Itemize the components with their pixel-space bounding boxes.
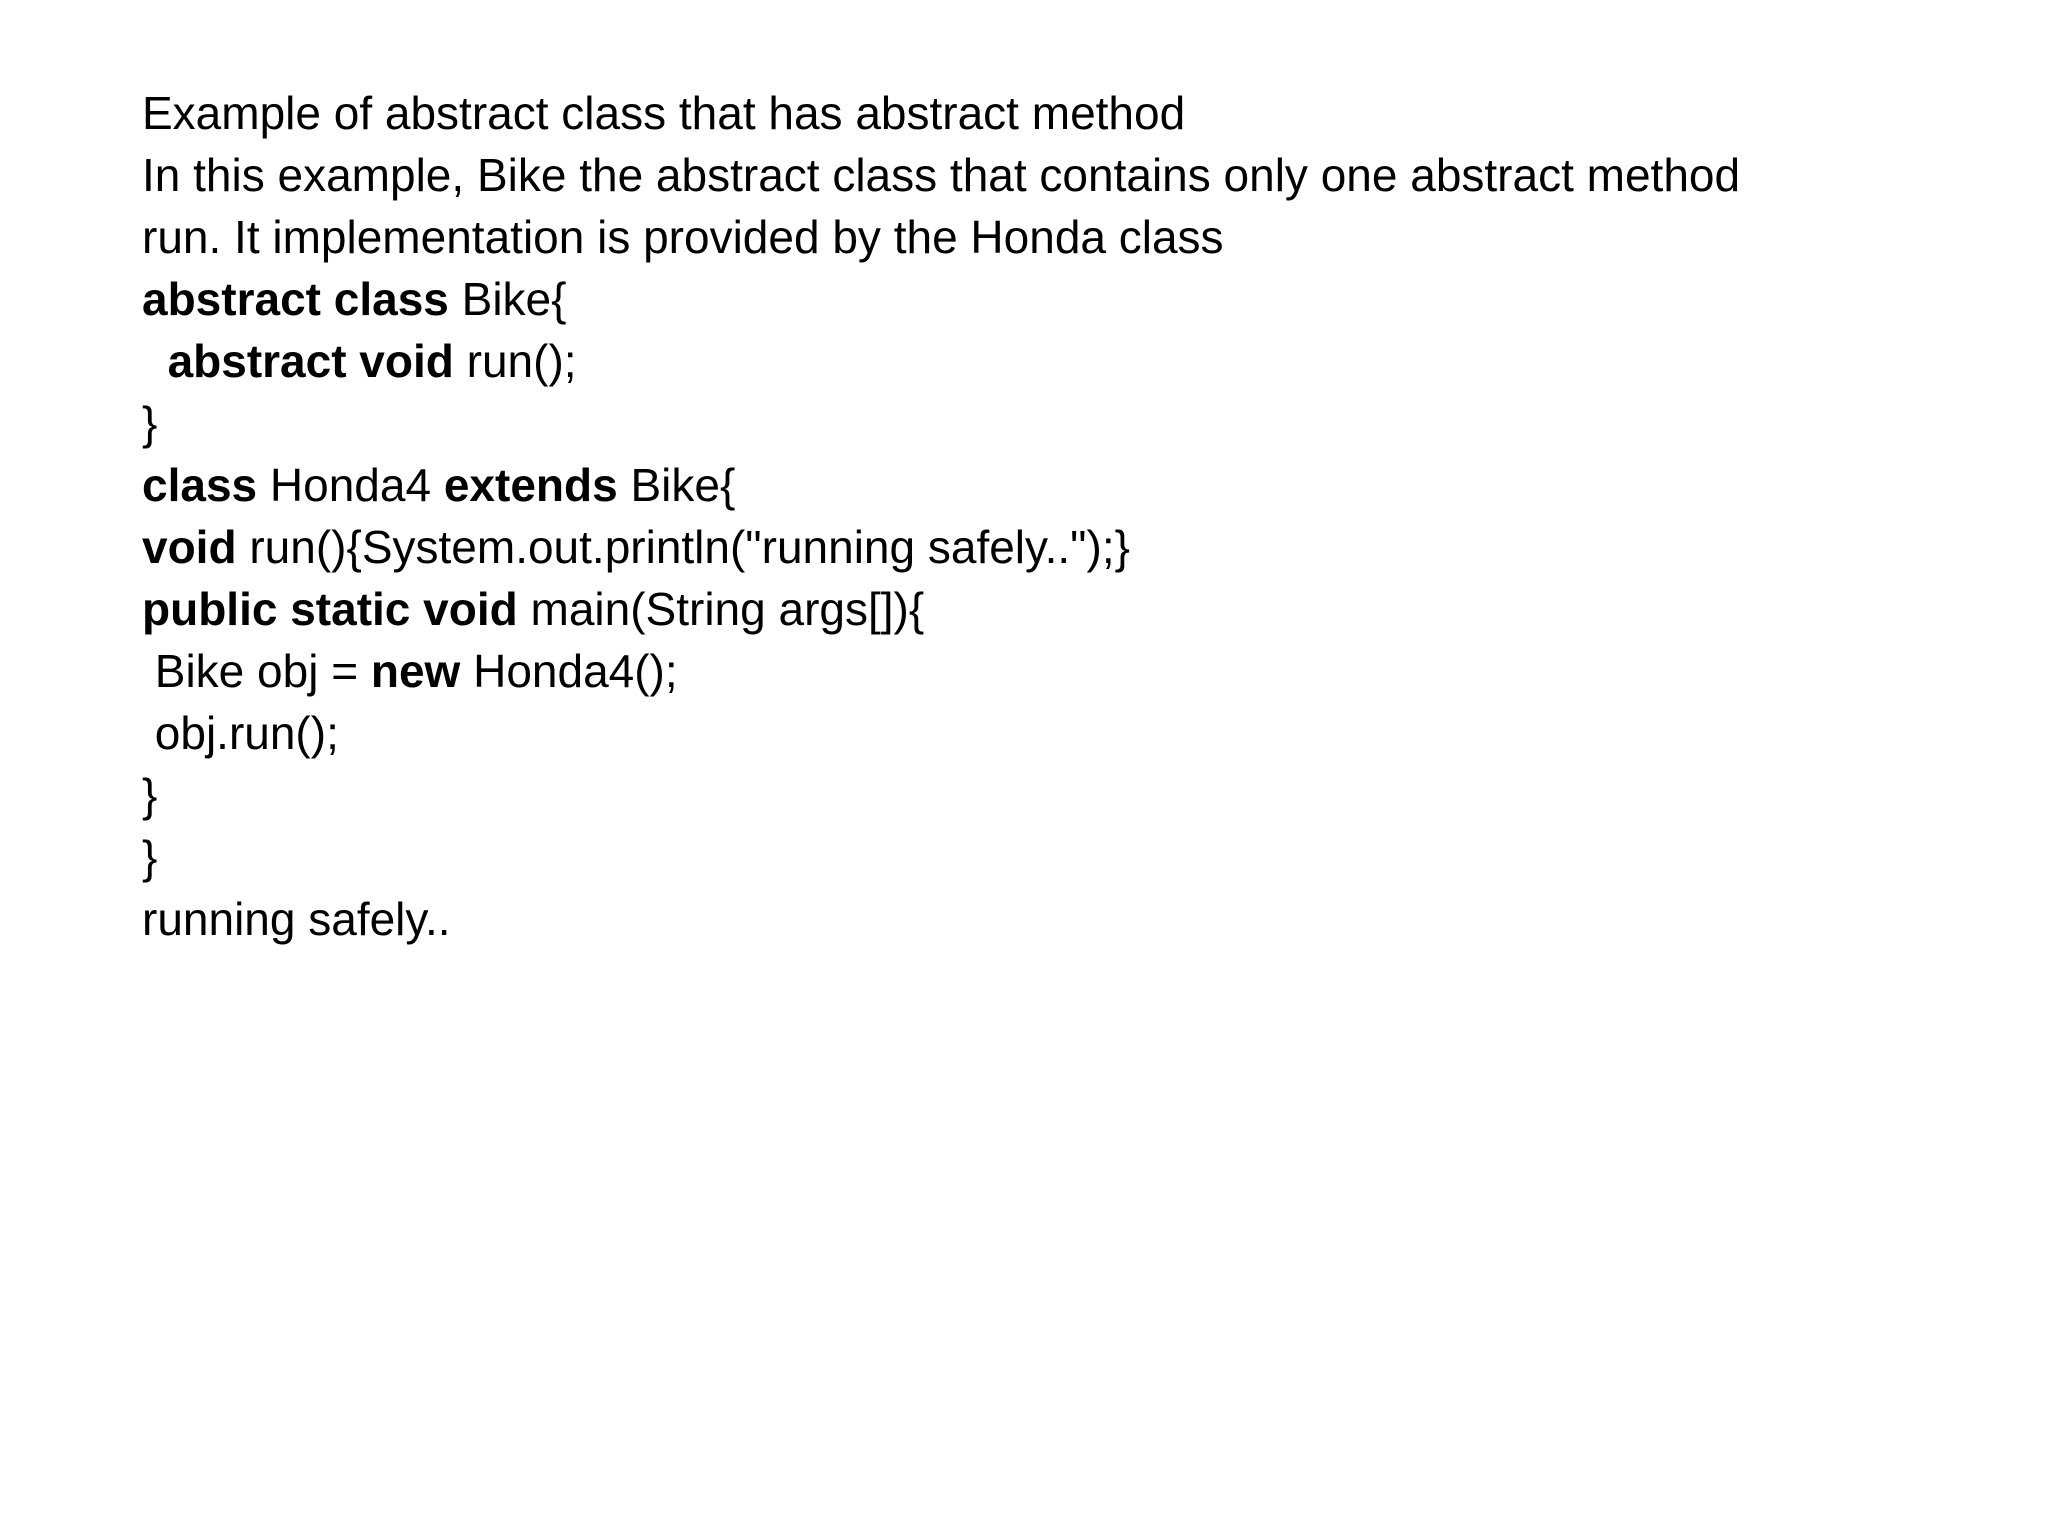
body-text: Bike obj = (142, 645, 371, 697)
text-line-7 (142, 454, 2002, 516)
body-text: run(); (453, 335, 577, 387)
body-text: } (142, 397, 158, 449)
keyword-text: abstract void (167, 335, 454, 387)
body-text: Honda4 (257, 459, 444, 511)
text-line-9 (142, 578, 2002, 640)
text-line-5 (142, 330, 2002, 392)
body-text: Example of abstract class that has abstract method (142, 87, 1186, 139)
body-text: In this example, Bike the abstract class that contains only one abstract method (142, 149, 1741, 201)
text-line-2 (142, 144, 2002, 206)
body-text (142, 335, 168, 387)
slide-text-body (142, 82, 2002, 950)
body-text: run(){System.out.println("running safely..");} (236, 521, 1130, 573)
text-line-11 (142, 702, 2002, 764)
body-text: Bike{ (448, 273, 567, 325)
body-text: main(String args[]){ (517, 583, 925, 635)
text-line-6 (142, 392, 2002, 454)
body-text: obj.run(); (142, 707, 339, 759)
text-line-10 (142, 640, 2002, 702)
keyword-text: public static void (142, 583, 518, 635)
body-text: } (142, 769, 158, 821)
text-line-4 (142, 268, 2002, 330)
text-line-14 (142, 888, 2002, 950)
body-text: run. It implementation is provided by the Honda class (142, 211, 1224, 263)
text-line-13 (142, 826, 2002, 888)
text-line-1 (142, 82, 2002, 144)
keyword-text: new (370, 645, 461, 697)
text-line-12 (142, 764, 2002, 826)
text-line-3 (142, 206, 2002, 268)
keyword-text: abstract class (142, 273, 449, 325)
body-text: Honda4(); (460, 645, 678, 697)
body-text: running safely.. (142, 893, 451, 945)
body-text: Bike{ (617, 459, 736, 511)
keyword-text: class (142, 459, 258, 511)
body-text: } (142, 831, 158, 883)
keyword-text: void (142, 521, 237, 573)
text-line-8 (142, 516, 2002, 578)
keyword-text: extends (443, 459, 618, 511)
